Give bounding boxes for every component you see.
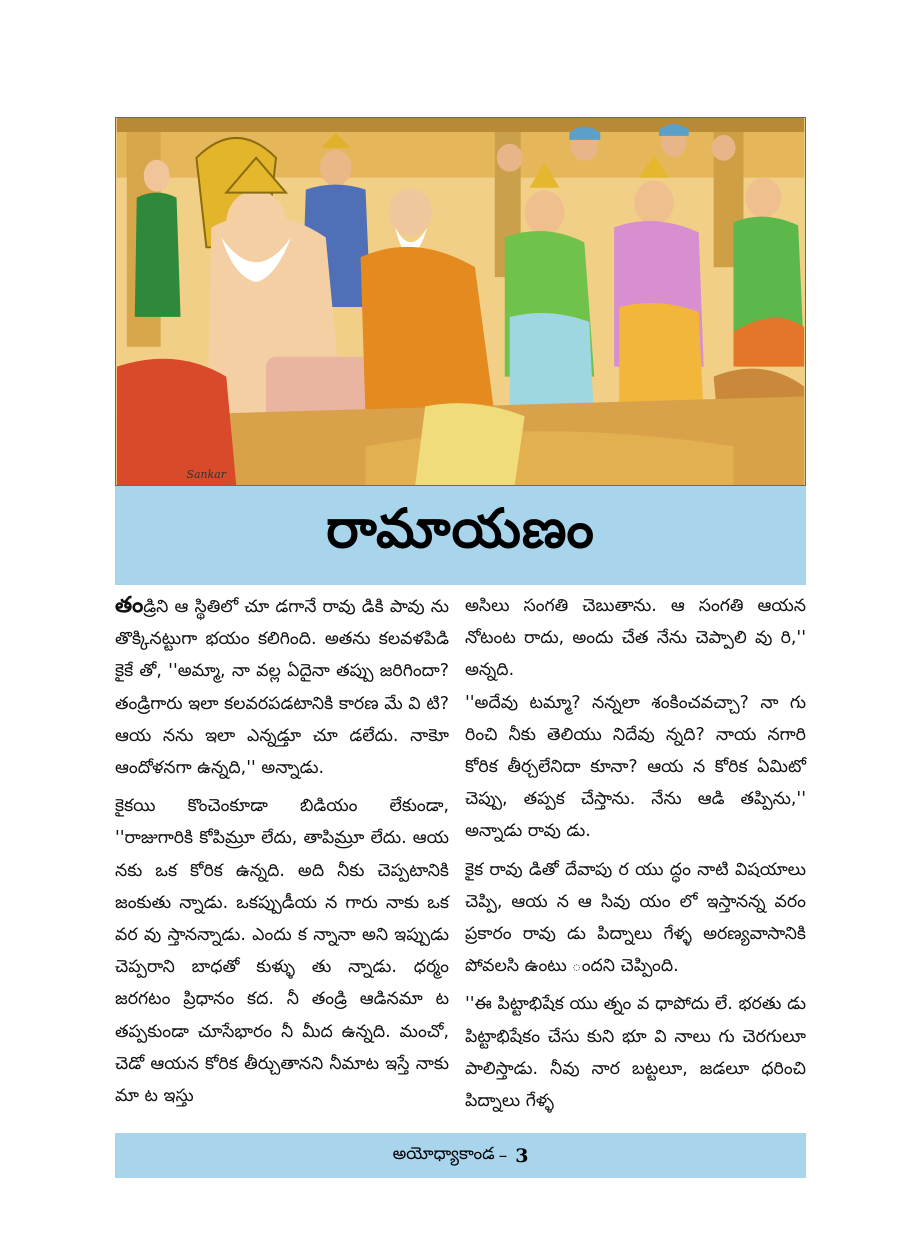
page-number: 3: [515, 1144, 529, 1167]
artist-signature: Sankar: [186, 468, 226, 482]
paragraph-text: డ్రిని ఆ స్థితిలో చూ డగానే రావు డికి పావు ను తొక్కినట్టుగా భయం కలిగింది. అతను కలవళపిడి కైకే తో, ''అమ్మా, నా వల్ల ఏదైనా తప్పు జరిగిందా? తండ్రిగారు ఇలా కలవరపడటానికి కారణ మే వి టి? ఆయ నను ఇలా ఎన్నడ్తూ చూ డలేదు. నాకెూ ఆందోళనగా ఉన్నది,'' అన్నాడు.: [115, 597, 449, 779]
title-band: [115, 486, 806, 585]
court-scene-illustration: [115, 117, 806, 486]
left-text-column: [115, 590, 449, 1112]
paragraph: కైక రావు డితో దేవాపు ర యు ద్ధం నాటి విషయాలు చెప్పి, ఆయ న ఆ సివు యం లో ఇస్తానన్న వరం ప్రకారం రావు డు పిద్నాలు గేళ్ళ అరణ్యవాసానికి పోవలసి ఉంటు ందని చెప్పింది.: [465, 859, 806, 977]
right-text-column: [465, 590, 806, 1117]
footer-band: [115, 1133, 806, 1178]
footer-separator: –: [498, 1145, 508, 1166]
court-scene-drawing: [116, 118, 805, 485]
paragraph: ''ఈ పిట్టాభిషేక యు త్నం వ ధాపోదు లే. భరతు డు పిట్టాభిషేకం చేసు కుని భూ వి నాలు గు చెరగులూ పాలిస్తాడు. నీవు నార బట్టలూ, జడలూ ధరించి పిద్నాలు గేళ్ళ: [465, 994, 806, 1112]
kanda-name: అయోధ్యాకాండ: [392, 1143, 495, 1164]
page-title: రామాయణం: [326, 497, 595, 560]
paragraph: [115, 590, 449, 784]
paragraph: ''అదేవు టమ్మా? నన్నలా శంకించవచ్చా? నా గు రించి నీకు తెలియు నిదేవు న్నది? నాయ నగారి కోరిక తీర్చలేనిదా కూనా? ఆయ న కోరిక ఏమిటో చెప్పు, తప్పక చేస్తాను. నేను ఆడి తప్పిను,'' అన్నాడు రావు డు.: [465, 692, 806, 842]
paragraph: కైకయి కొంచెంకూడా బిడియం లేకుండా, ''రాజుగారికి కోపిమ్రూ లేదు, తాపిమ్రూ లేదు. ఆయ నకు ఒక కోరిక ఉన్నది. అది నీకు చెప్పటానికి జంకుతు న్నాడు. ఒకప్పుడీయ న గారు నాకు ఒక వర వు స్తానన్నాడు. ఎందు క న్నానా అని ఇప్పుడు చెప్పరాని బాధతో కుళ్ళు తు న్నాడు. ధర్మం జరగటం ప్రిధానం కద. నీ తండ్రి ఆడినమా ట తప్పకుండా చూసేభారం నీ మీద ఉన్నది. మంచో, చెడో ఆయన కోరిక తీర్చుతానని నీమాట ఇస్తే నాకు మా ట ఇస్తు: [115, 796, 449, 1107]
paragraph: అసిలు సంగతి చెబుతాను. ఆ సంగతి ఆయన నోటంట రాదు, అందు చేత నేను చెప్పాలి వు రి,'' అన్నది.: [465, 596, 806, 681]
drop-cap: తం: [115, 593, 144, 618]
